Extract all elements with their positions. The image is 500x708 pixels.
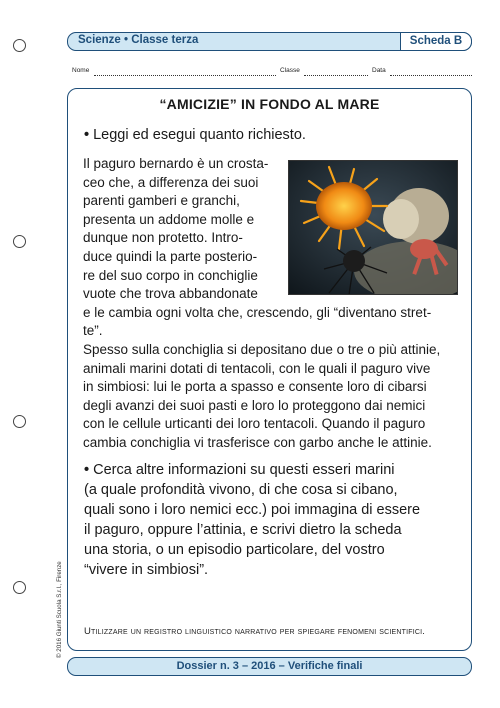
text-line: presenta un addome molle e [83,211,255,227]
instruction-1-text: Leggi ed esegui quanto richiesto. [93,127,306,143]
footer-band: Dossier n. 3 – 2016 – Verifiche finali [67,657,472,676]
bullet: • [84,462,90,478]
bullet: • [84,127,90,143]
classe-field[interactable] [304,68,368,76]
text-line: animali marini dotati di tentacoli, con le quali il paguro vive [83,360,431,376]
instruction-2-line: “vivere in simbiosi”. [84,562,209,578]
body-text [83,155,457,453]
text-line: vuote che trova abbandonate [83,286,258,302]
text-line: degli avanzi dei suoi pasti e loro lo proteggono dai nemici [83,397,426,413]
text-line: parenti gamberi e granchi, [83,193,240,209]
nome-field[interactable] [94,68,276,76]
page-title: “AMICIZIE” IN FONDO AL MARE [159,96,380,112]
data-label: Data [372,67,386,74]
binder-hole [13,39,26,52]
text-line: ceo che, a differenza dei suoi [83,174,259,190]
text-line: in simbiosi: lui le porta a spasso e consente loro di cibarsi [83,379,427,395]
text-line: te”. [83,323,103,339]
text-line: e le cambia ogni volta che, crescendo, gli “diventano stret- [83,304,432,320]
instruction-2-line: (a quale profondità vivono, di che cosa si cibano, [84,482,398,498]
instruction-2-line: Cerca altre informazioni su questi esseri marini [93,462,395,478]
data-field[interactable] [390,68,472,76]
instruction-2-line: una storia, o un episodio particolare, del vostro [84,542,385,558]
instruction-2 [84,460,454,580]
text-line: duce quindi la parte posterio- [83,248,258,264]
text-line: re del suo corpo in conchiglie [83,267,258,283]
subject-label: Scienze • Classe terza [78,34,199,46]
nome-label: Nome [72,67,90,74]
instruction-2-line: quali sono i loro nemici ecc.) poi immagina di essere [84,502,421,518]
instruction-1 [84,125,306,145]
text-line: con le cellule urticanti dei loro tentacoli. Quando il paguro [83,416,426,432]
text-line: dunque non protetto. Intro- [83,230,243,246]
header-band [67,32,472,51]
student-fields [72,67,472,79]
binder-hole [13,415,26,428]
text-line: Il paguro bernardo è un crosta- [83,156,269,171]
binder-hole [13,235,26,248]
binder-hole [13,581,26,594]
text-line: Spesso sulla conchiglia si depositano due o tre o più attinie, [83,341,441,357]
scheda-label: Scheda B [400,32,472,51]
classe-label: Classe [280,67,300,74]
instruction-2-line: il paguro, oppure l’attinia, e scrivi dietro la scheda [84,522,402,538]
copyright: © 2016 Giunti Scuola S.r.l., Firenze [56,561,63,658]
method-note: Utilizzare un registro linguistico narrativo per spiegare fenomeni scientifici. [84,626,426,637]
text-line: cambia conchiglia vi trasferisce con garbo anche le attinie. [83,434,432,450]
